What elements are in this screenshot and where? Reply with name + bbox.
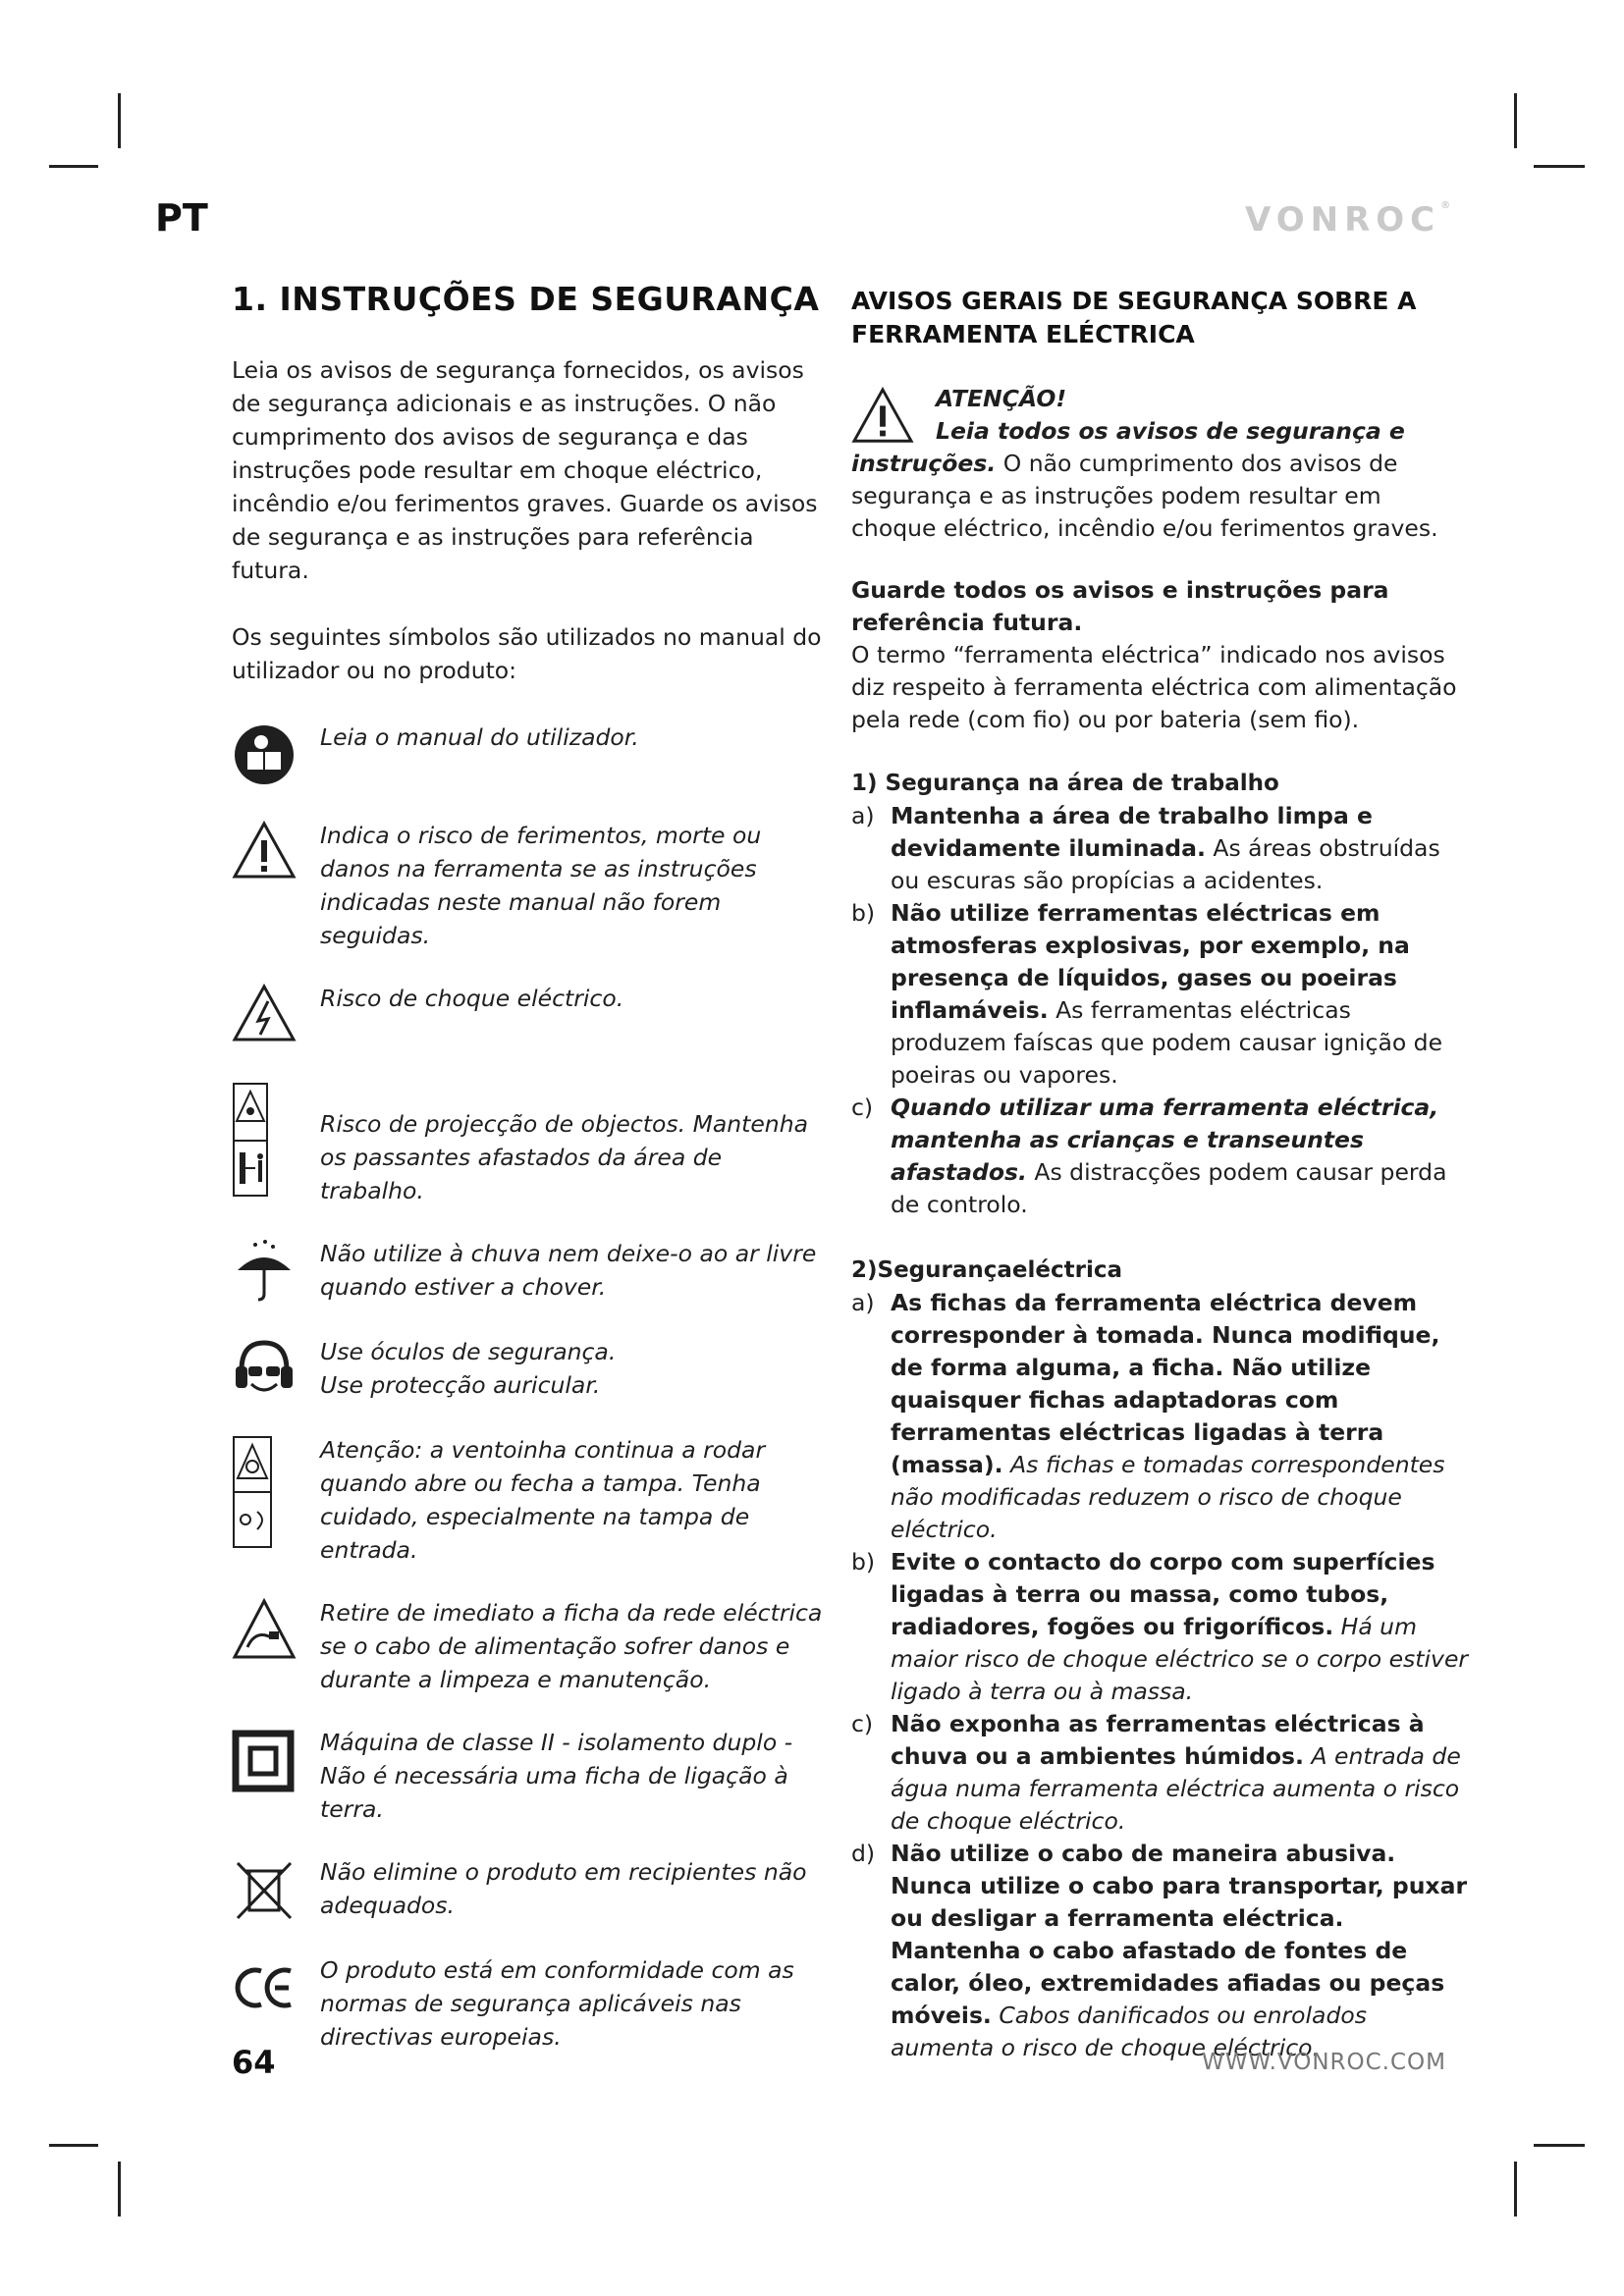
read-manual-icon bbox=[232, 722, 297, 787]
symbol-text: Risco de choque eléctrico. bbox=[320, 985, 624, 1012]
symbol-text: Leia o manual do utilizador. bbox=[320, 723, 639, 751]
left-column bbox=[232, 280, 833, 2083]
symbol-row bbox=[232, 1726, 833, 1826]
ce-mark-icon bbox=[232, 1955, 297, 2020]
right-column bbox=[851, 285, 1470, 2064]
crop-mark bbox=[118, 2162, 121, 2216]
symbol-row bbox=[232, 1080, 833, 1207]
flying-objects-icon bbox=[232, 1082, 297, 1200]
symbol-text: Use protecção auricular. bbox=[320, 1371, 601, 1399]
symbol-row bbox=[232, 1855, 833, 1924]
list-item: c) Quando utilizar uma ferramenta eléctrica, mantenha as crianças e transeuntes afastados. As distracções podem causar perda de controlo. bbox=[851, 1094, 1447, 1218]
crop-mark bbox=[49, 2144, 98, 2147]
symbols-intro: Os seguintes símbolos são utilizados no manual do utilizador ou no produto: bbox=[232, 623, 822, 684]
symbol-text-group bbox=[320, 1335, 833, 1402]
electrical-safety-heading: 2)Segurançaeléctrica bbox=[851, 1257, 1122, 1283]
symbol-text: Retire de imediato a ficha da rede eléctrica se o cabo de alimentação sofrer danos e durante a limpeza e manutenção. bbox=[320, 1599, 823, 1693]
crop-mark bbox=[1514, 93, 1517, 148]
symbol-text: Máquina de classe II - isolamento duplo - Não é necessária uma ficha de ligação à terra. bbox=[320, 1729, 793, 1823]
symbol-row bbox=[232, 819, 833, 952]
attention-text: Leia todos os avisos de segurança e instruções. O não cumprimento dos avisos de segurança e as instruções podem resultar em choque eléctrico, incêndio e/ou ferimentos graves. bbox=[851, 417, 1438, 542]
warning-triangle-icon bbox=[232, 821, 297, 880]
keep-instructions: Guarde todos os avisos e instruções para referência futura. O termo “ferramenta eléctrica” indicado nos avisos diz respeito à ferramenta eléctrica com alimentação pela rede (com fio) ou por bateria (sem fio). bbox=[851, 576, 1457, 733]
list-item: b) Não utilize ferramentas eléctricas em atmosferas explosivas, por exemplo, na presença de líquidos, gases ou poeiras inflamáveis. As ferramentas eléctricas produzem faíscas que podem causar ignição de poeiras ou vapores. bbox=[851, 899, 1443, 1089]
attention-block bbox=[851, 383, 1470, 415]
goggles-earmuffs-icon bbox=[232, 1337, 297, 1402]
symbol-row bbox=[232, 982, 833, 1050]
electric-shock-icon bbox=[232, 984, 297, 1042]
symbol-row bbox=[232, 721, 833, 789]
warning-triangle-icon bbox=[851, 387, 914, 444]
symbol-text: O produto está em conformidade com as normas de segurança aplicáveis nas directivas europeias. bbox=[320, 1956, 794, 2051]
crop-mark bbox=[1514, 2162, 1517, 2216]
crop-mark bbox=[118, 93, 121, 148]
symbol-text: Atenção: a ventoinha continua a rodar quando abre ou fecha a tampa. Tenha cuidado, especialmente na tampa de entrada. bbox=[320, 1436, 766, 1564]
symbol-row bbox=[232, 1237, 833, 1306]
fan-warning-icon bbox=[232, 1435, 297, 1553]
list-item: d) Não utilize o cabo de maneira abusiva. Nunca utilize o cabo para transportar, puxar ou desligar a ferramenta eléctrica. Mantenha o cabo afastado de fontes de calor, óleo, extremidades afiadas ou peças móveis. Cabos danificados ou enrolados aumenta o risco de choque eléctrico. bbox=[851, 1840, 1468, 2061]
language-code: PT bbox=[155, 196, 208, 240]
page-number: 64 bbox=[232, 2044, 276, 2081]
class-ii-icon bbox=[232, 1728, 297, 1792]
intro-paragraph: Leia os avisos de segurança fornecidos, os avisos de segurança adicionais e as instruções. O não cumprimento dos avisos de segurança e das instruções pode resultar em choque eléctrico, incêndio e/ou ferimentos graves. Guarde os avisos de segurança e as instruções para referência futura. bbox=[232, 356, 818, 584]
unplug-icon bbox=[232, 1598, 297, 1663]
work-area-heading: 1) Segurança na área de trabalho bbox=[851, 771, 1279, 796]
symbol-row bbox=[232, 1953, 833, 2054]
symbol-text: Indica o risco de ferimentos, morte ou danos na ferramenta se as instruções indicadas neste manual não forem seguidas. bbox=[320, 822, 762, 949]
list-item: a) As fichas da ferramenta eléctrica devem corresponder à tomada. Nunca modifique, de forma alguma, a ficha. Não utilize quaisquer fichas adaptadoras com ferramentas eléctricas ligadas à terra (massa). As fichas e tomadas correspondentes não modificadas reduzem o risco de choque eléctrico. bbox=[851, 1289, 1445, 1543]
list-item: b) Evite o contacto do corpo com superfícies ligadas à terra ou massa, como tubos, radiadores, fogões ou frigoríficos. Há um maior risco de choque eléctrico se o corpo estiver ligado à terra ou à massa. bbox=[851, 1548, 1469, 1705]
list-item: a) Mantenha a área de trabalho limpa e devidamente iluminada. As áreas obstruídas ou escuras são propícias a acidentes. bbox=[851, 802, 1440, 894]
general-warnings-title: AVISOS GERAIS DE SEGURANÇA SOBRE A FERRAMENTA ELÉCTRICA bbox=[851, 287, 1417, 348]
crop-mark bbox=[49, 165, 98, 168]
spacer bbox=[851, 1221, 1470, 1255]
symbol-text: Risco de projecção de objectos. Mantenha os passantes afastados da área de trabalho. bbox=[320, 1110, 808, 1204]
symbol-text: Não elimine o produto em recipientes não adequados. bbox=[320, 1858, 807, 1919]
symbol-row bbox=[232, 1433, 833, 1567]
symbol-row bbox=[232, 1596, 833, 1696]
website-url: WWW.VONROC.COM bbox=[1202, 2050, 1446, 2075]
symbol-text: Use óculos de segurança. bbox=[320, 1338, 617, 1365]
section-title: 1. INSTRUÇÕES DE SEGURANÇA bbox=[232, 280, 820, 318]
brand-logo: VONROC® bbox=[1245, 200, 1451, 240]
list-item: c) Não exponha as ferramentas eléctricas à chuva ou a ambientes húmidos. A entrada de água numa ferramenta eléctrica aumenta o risco de choque eléctrico. bbox=[851, 1710, 1461, 1835]
weee-bin-icon bbox=[232, 1857, 297, 1922]
crop-mark bbox=[1534, 165, 1585, 168]
symbol-row bbox=[232, 1335, 833, 1404]
symbol-text: Não utilize à chuva nem deixe-o ao ar livre quando estiver a chover. bbox=[320, 1240, 817, 1301]
attention-label: ATENÇÃO! bbox=[936, 385, 1067, 412]
rain-umbrella-icon bbox=[232, 1239, 297, 1304]
crop-mark bbox=[1534, 2144, 1585, 2147]
